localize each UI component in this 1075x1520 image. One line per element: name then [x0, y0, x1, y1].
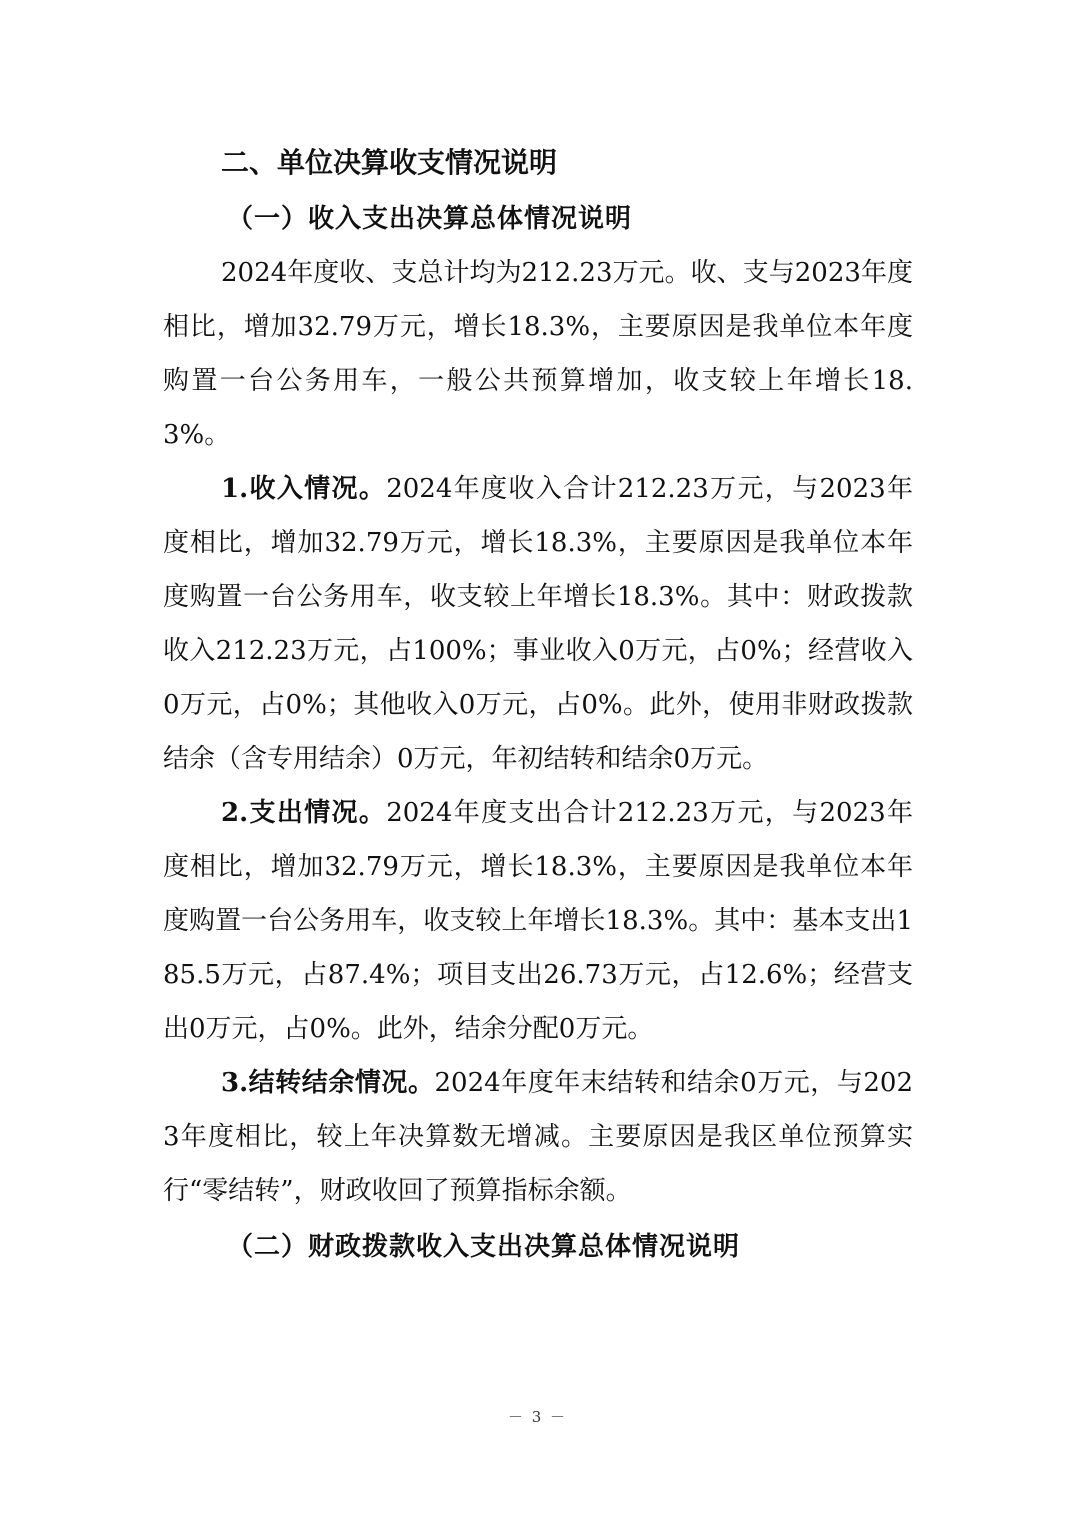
page-number: － 3 － [507, 1408, 568, 1426]
overview-paragraph: 2024年度收、支总计均为212.23万元。收、支与2023年度相比，增加32.79万元，增长18.3%，主要原因是我单位本年度购置一台公务用车，一般公共预算增加，收支较上年增长18.3%。 [163, 258, 913, 450]
income-paragraph [163, 462, 913, 786]
expenditure-lead: 2.支出情况。 [221, 798, 387, 828]
expenditure-text: 2024年度支出合计212.23万元，与2023年度相比，增加32.79万元，增长18.3%，主要原因是我单位本年度购置一台公务用车，收支较上年增长18.3%。其中：基本支出185.5万元，占87.4%；项目支出26.73万元，占12.6%；经营支出0万元，占0%。此外，结余分配0万元。 [163, 798, 913, 1044]
document-body [163, 138, 913, 1274]
expenditure-paragraph [163, 786, 913, 1056]
section-title: 二、单位决算收支情况说明 [221, 146, 558, 179]
income-text: 2024年度收入合计212.23万元，与2023年度相比，增加32.79万元，增长18.3%，主要原因是我单位本年度购置一台公务用车，收支较上年增长18.3%。其中：财政拨款收入212.23万元，占100%；事业收入0万元，占0%；经营收入0万元，占0%；其他收入0万元，占0%。此外，使用非财政拨款结余（含专用结余）0万元，年初结转和结余0万元。 [163, 474, 913, 774]
carryover-lead: 3.结转结余情况。 [221, 1068, 435, 1098]
income-lead: 1.收入情况。 [221, 474, 387, 504]
subsection-title-2: （二）财政拨款收入支出决算总体情况说明 [227, 1232, 741, 1262]
subsection-title-1: （一）收入支出决算总体情况说明 [227, 204, 633, 234]
carryover-text: 2024年度年末结转和结余0万元，与2023年度相比，较上年决算数无增减。主要原因是我区单位预算实行“零结转”，财政收回了预算指标余额。 [163, 1068, 913, 1206]
carryover-paragraph [163, 1056, 913, 1218]
